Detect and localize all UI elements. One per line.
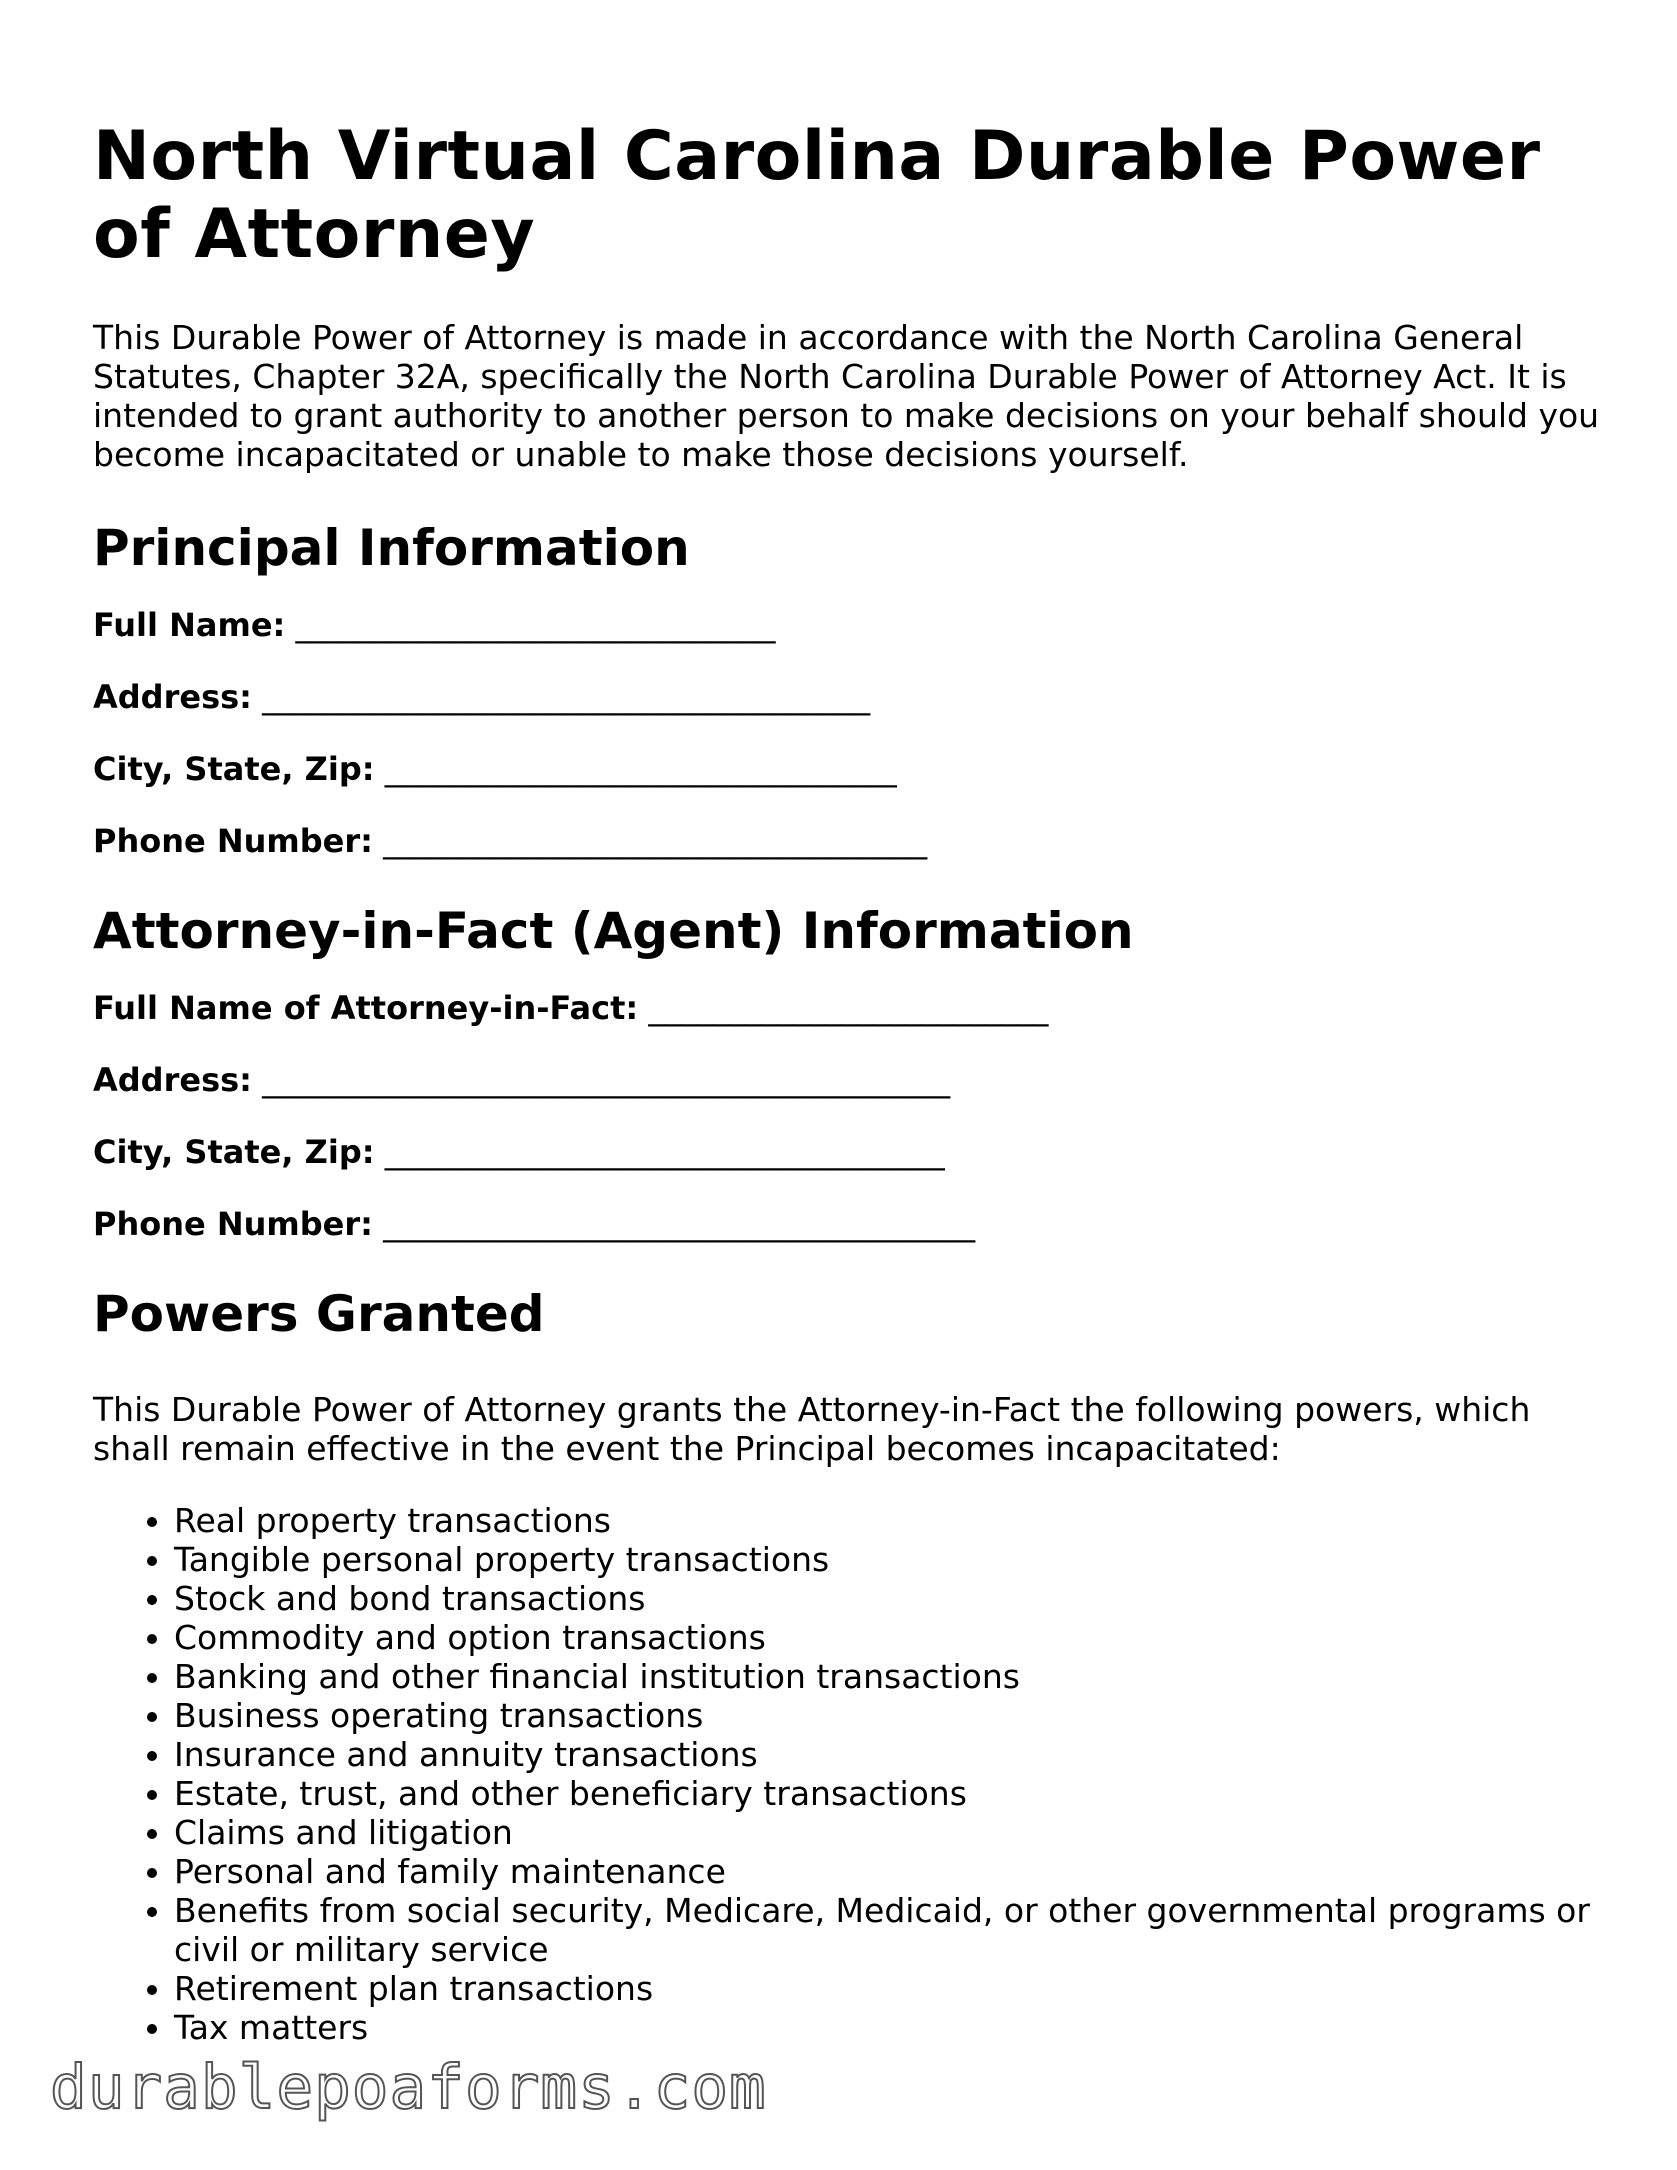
list-item: • Benefits from social security, Medicare, Medicaid, or other governmental programs or civil or military service (174, 1891, 1613, 1969)
list-item: • Personal and family maintenance (174, 1852, 1613, 1891)
field-label: City, State, Zip: (93, 1133, 375, 1171)
list-item: • Claims and litigation (174, 1813, 1613, 1852)
list-item: • Retirement plan transactions (174, 1969, 1613, 2008)
field-label: Full Name of Attorney-in-Fact: (93, 989, 639, 1027)
principal-fields (93, 605, 1613, 861)
field-label: Phone Number: (93, 822, 373, 860)
list-item: • Commodity and option transactions (174, 1618, 1613, 1657)
principal-phone-field[interactable] (93, 821, 1613, 861)
document-page (93, 118, 1613, 2047)
blank-line[interactable]: _________________________ (648, 989, 1049, 1027)
list-item: • Stock and bond transactions (174, 1579, 1613, 1618)
field-label: Address: (93, 1061, 252, 1099)
list-item: • Tangible personal property transactions (174, 1540, 1613, 1579)
agent-heading: Attorney-in-Fact (Agent) Information (93, 902, 1134, 960)
watermark: durablepoaforms.com (50, 2052, 767, 2123)
principal-heading: Principal Information (93, 519, 690, 577)
agent-phone-field[interactable] (93, 1204, 1613, 1244)
list-item: • Insurance and annuity transactions (174, 1735, 1613, 1774)
principal-city-state-zip-field[interactable] (93, 749, 1613, 789)
field-label: Full Name: (93, 606, 286, 644)
agent-fields (93, 988, 1613, 1244)
list-item: • Business operating transactions (174, 1696, 1613, 1735)
agent-full-name-field[interactable] (93, 988, 1613, 1028)
agent-city-state-zip-field[interactable] (93, 1132, 1613, 1172)
principal-full-name-field[interactable] (93, 605, 1613, 645)
list-item: • Tax matters (174, 2008, 1613, 2047)
blank-line[interactable]: ______________________________________ (262, 678, 871, 716)
blank-line[interactable]: ___________________________________________ (262, 1061, 951, 1099)
field-label: City, State, Zip: (93, 750, 375, 788)
list-item: • Banking and other financial institution transactions (174, 1657, 1613, 1696)
intro-paragraph: This Durable Power of Attorney is made in accordance with the North Carolina General Statutes, Chapter 32A, specifically the North Carolina Durable Power of Attorney Act. It is intended to grant authority to another person to make decisions on your behalf should you become incapacitated or unable to make those decisions yourself. (93, 318, 1600, 474)
powers-list (93, 1501, 1613, 2047)
field-label: Phone Number: (93, 1205, 373, 1243)
blank-line[interactable]: ______________________________ (295, 606, 776, 644)
powers-intro-paragraph: This Durable Power of Attorney grants the Attorney-in-Fact the following powers, which shall remain effective in the event the Principal becomes incapacitated: (93, 1390, 1531, 1468)
blank-line[interactable]: ___________________________________ (384, 1133, 945, 1171)
blank-line[interactable]: ________________________________ (384, 750, 897, 788)
principal-address-field[interactable] (93, 677, 1613, 717)
document-title: North Virtual Carolina Durable Power of Attorney (93, 117, 1541, 274)
field-label: Address: (93, 678, 252, 716)
powers-heading: Powers Granted (93, 1285, 545, 1343)
agent-address-field[interactable] (93, 1060, 1613, 1100)
blank-line[interactable]: __________________________________ (383, 822, 928, 860)
blank-line[interactable]: _____________________________________ (383, 1205, 976, 1243)
list-item: • Real property transactions (174, 1501, 1613, 1540)
list-item: • Estate, trust, and other beneficiary transactions (174, 1774, 1613, 1813)
